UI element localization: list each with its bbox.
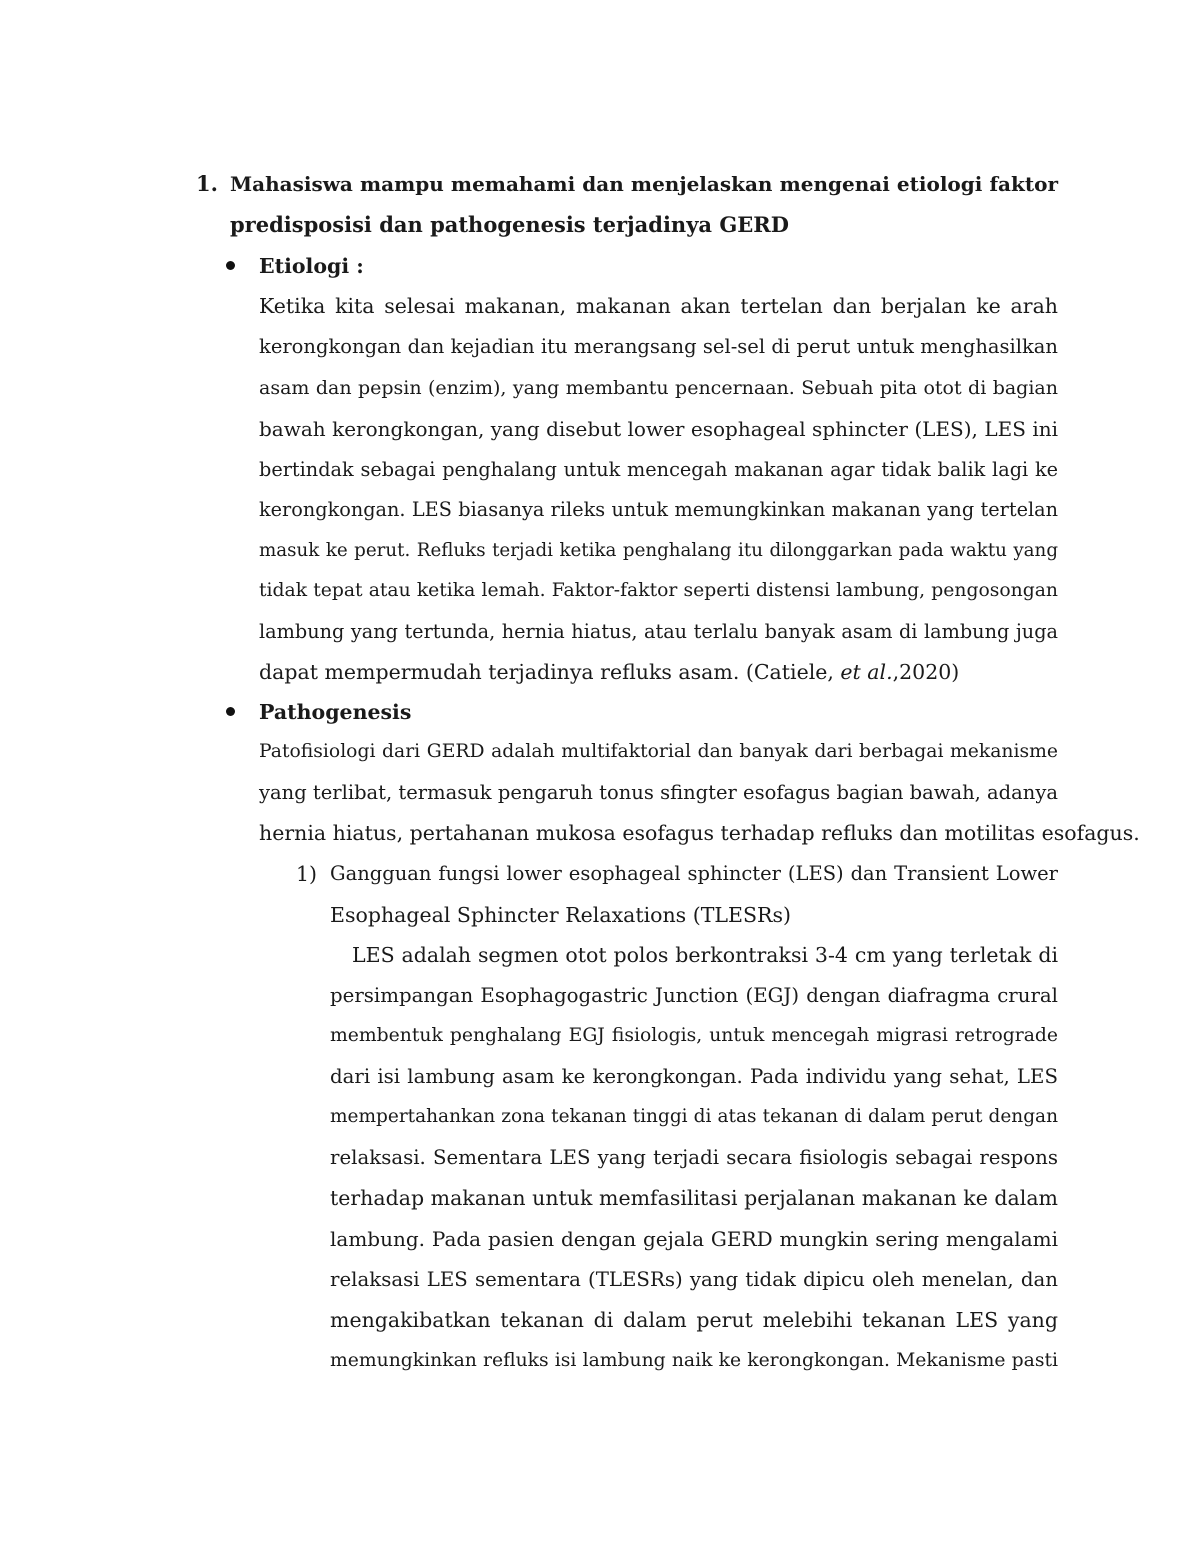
pathogenesis-last-line: hernia hiatus, pertahanan mukosa esofagus terhadap refluks dan motilitas esofagus. xyxy=(259,821,1140,845)
pathogenesis-line: yang terlibat, termasuk pengaruh tonus sfingter esofagus bagian bawah, adanya xyxy=(259,781,1058,804)
heading-line-1: Mahasiswa mampu memahami dan menjelaskan mengenai etiologi faktor xyxy=(230,172,1058,196)
item-body-line: lambung. Pada pasien dengan gejala GERD mungkin sering mengalami xyxy=(330,1227,1058,1251)
item-body-line: membentuk penghalang EGJ fisiologis, untuk mencegah migrasi retrograde xyxy=(330,1025,1058,1046)
item-title-line-2: Esophageal Sphincter Relaxations (TLESRs) xyxy=(330,903,791,927)
etiologi-line: asam dan pepsin (enzim), yang membantu pencernaan. Sebuah pita otot di bagian xyxy=(259,377,1058,399)
item-number: 1) xyxy=(296,862,318,886)
citation-year: ,2020) xyxy=(892,660,960,684)
etiologi-line: masuk ke perut. Refluks terjadi ketika penghalang itu dilonggarkan pada waktu yang xyxy=(259,540,1058,561)
etiologi-line: tidak tepat atau ketika lemah. Faktor-faktor seperti distensi lambung, pengosongan xyxy=(259,580,1058,601)
item-body-line: dari isi lambung asam ke kerongkongan. Pada individu yang sehat, LES xyxy=(330,1065,1058,1088)
item-body-line: relaksasi. Sementara LES yang terjadi secara fisiologis sebagai respons xyxy=(330,1146,1058,1169)
heading-number: 1. xyxy=(196,171,218,196)
etiologi-line: Ketika kita selesai makanan, makanan akan tertelan dan berjalan ke arah xyxy=(259,294,1058,318)
item-body-line: terhadap makanan untuk memfasilitasi perjalanan makanan ke dalam xyxy=(330,1186,1058,1210)
etiologi-line: bertindak sebagai penghalang untuk mencegah makanan agar tidak balik lagi ke xyxy=(259,458,1058,481)
item-body-line: mempertahankan zona tekanan tinggi di atas tekanan di dalam perut dengan xyxy=(330,1106,1058,1127)
etiologi-line: lambung yang tertunda, hernia hiatus, atau terlalu banyak asam di lambung juga xyxy=(259,620,1058,643)
item-body-line: LES adalah segmen otot polos berkontraksi 3-4 cm yang terletak di xyxy=(352,943,1058,967)
item-body-line: mengakibatkan tekanan di dalam perut melebihi tekanan LES yang xyxy=(330,1308,1058,1332)
pathogenesis-line: Patofisiologi dari GERD adalah multifaktorial dan banyak dari berbagai mekanisme xyxy=(259,741,1058,762)
etiologi-line: bawah kerongkongan, yang disebut lower esophageal sphincter (LES), LES ini xyxy=(259,417,1058,441)
etiologi-last-line xyxy=(259,658,959,686)
etiologi-title: Etiologi : xyxy=(259,254,364,278)
bullet-icon xyxy=(226,261,235,270)
heading-line-2: predisposisi dan pathogenesis terjadinya GERD xyxy=(230,212,789,237)
pathogenesis-title: Pathogenesis xyxy=(259,700,412,724)
item-title-line-1: Gangguan fungsi lower esophageal sphincter (LES) dan Transient Lower xyxy=(330,862,1058,885)
bullet-icon xyxy=(226,707,235,716)
item-body-line: relaksasi LES sementara (TLESRs) yang tidak dipicu oleh menelan, dan xyxy=(330,1268,1058,1291)
etiologi-last-text: dapat mempermudah terjadinya refluks asam. (Catiele, xyxy=(259,660,841,684)
etiologi-line: kerongkongan. LES biasanya rileks untuk memungkinkan makanan yang tertelan xyxy=(259,498,1058,521)
citation-et-al: et al. xyxy=(840,660,893,684)
etiologi-line: kerongkongan dan kejadian itu merangsang sel-sel di perut untuk menghasilkan xyxy=(259,335,1058,358)
item-body-line: memungkinkan refluks isi lambung naik ke kerongkongan. Mekanisme pasti xyxy=(330,1350,1058,1371)
item-body-line: persimpangan Esophagogastric Junction (EGJ) dengan diafragma crural xyxy=(330,984,1058,1007)
